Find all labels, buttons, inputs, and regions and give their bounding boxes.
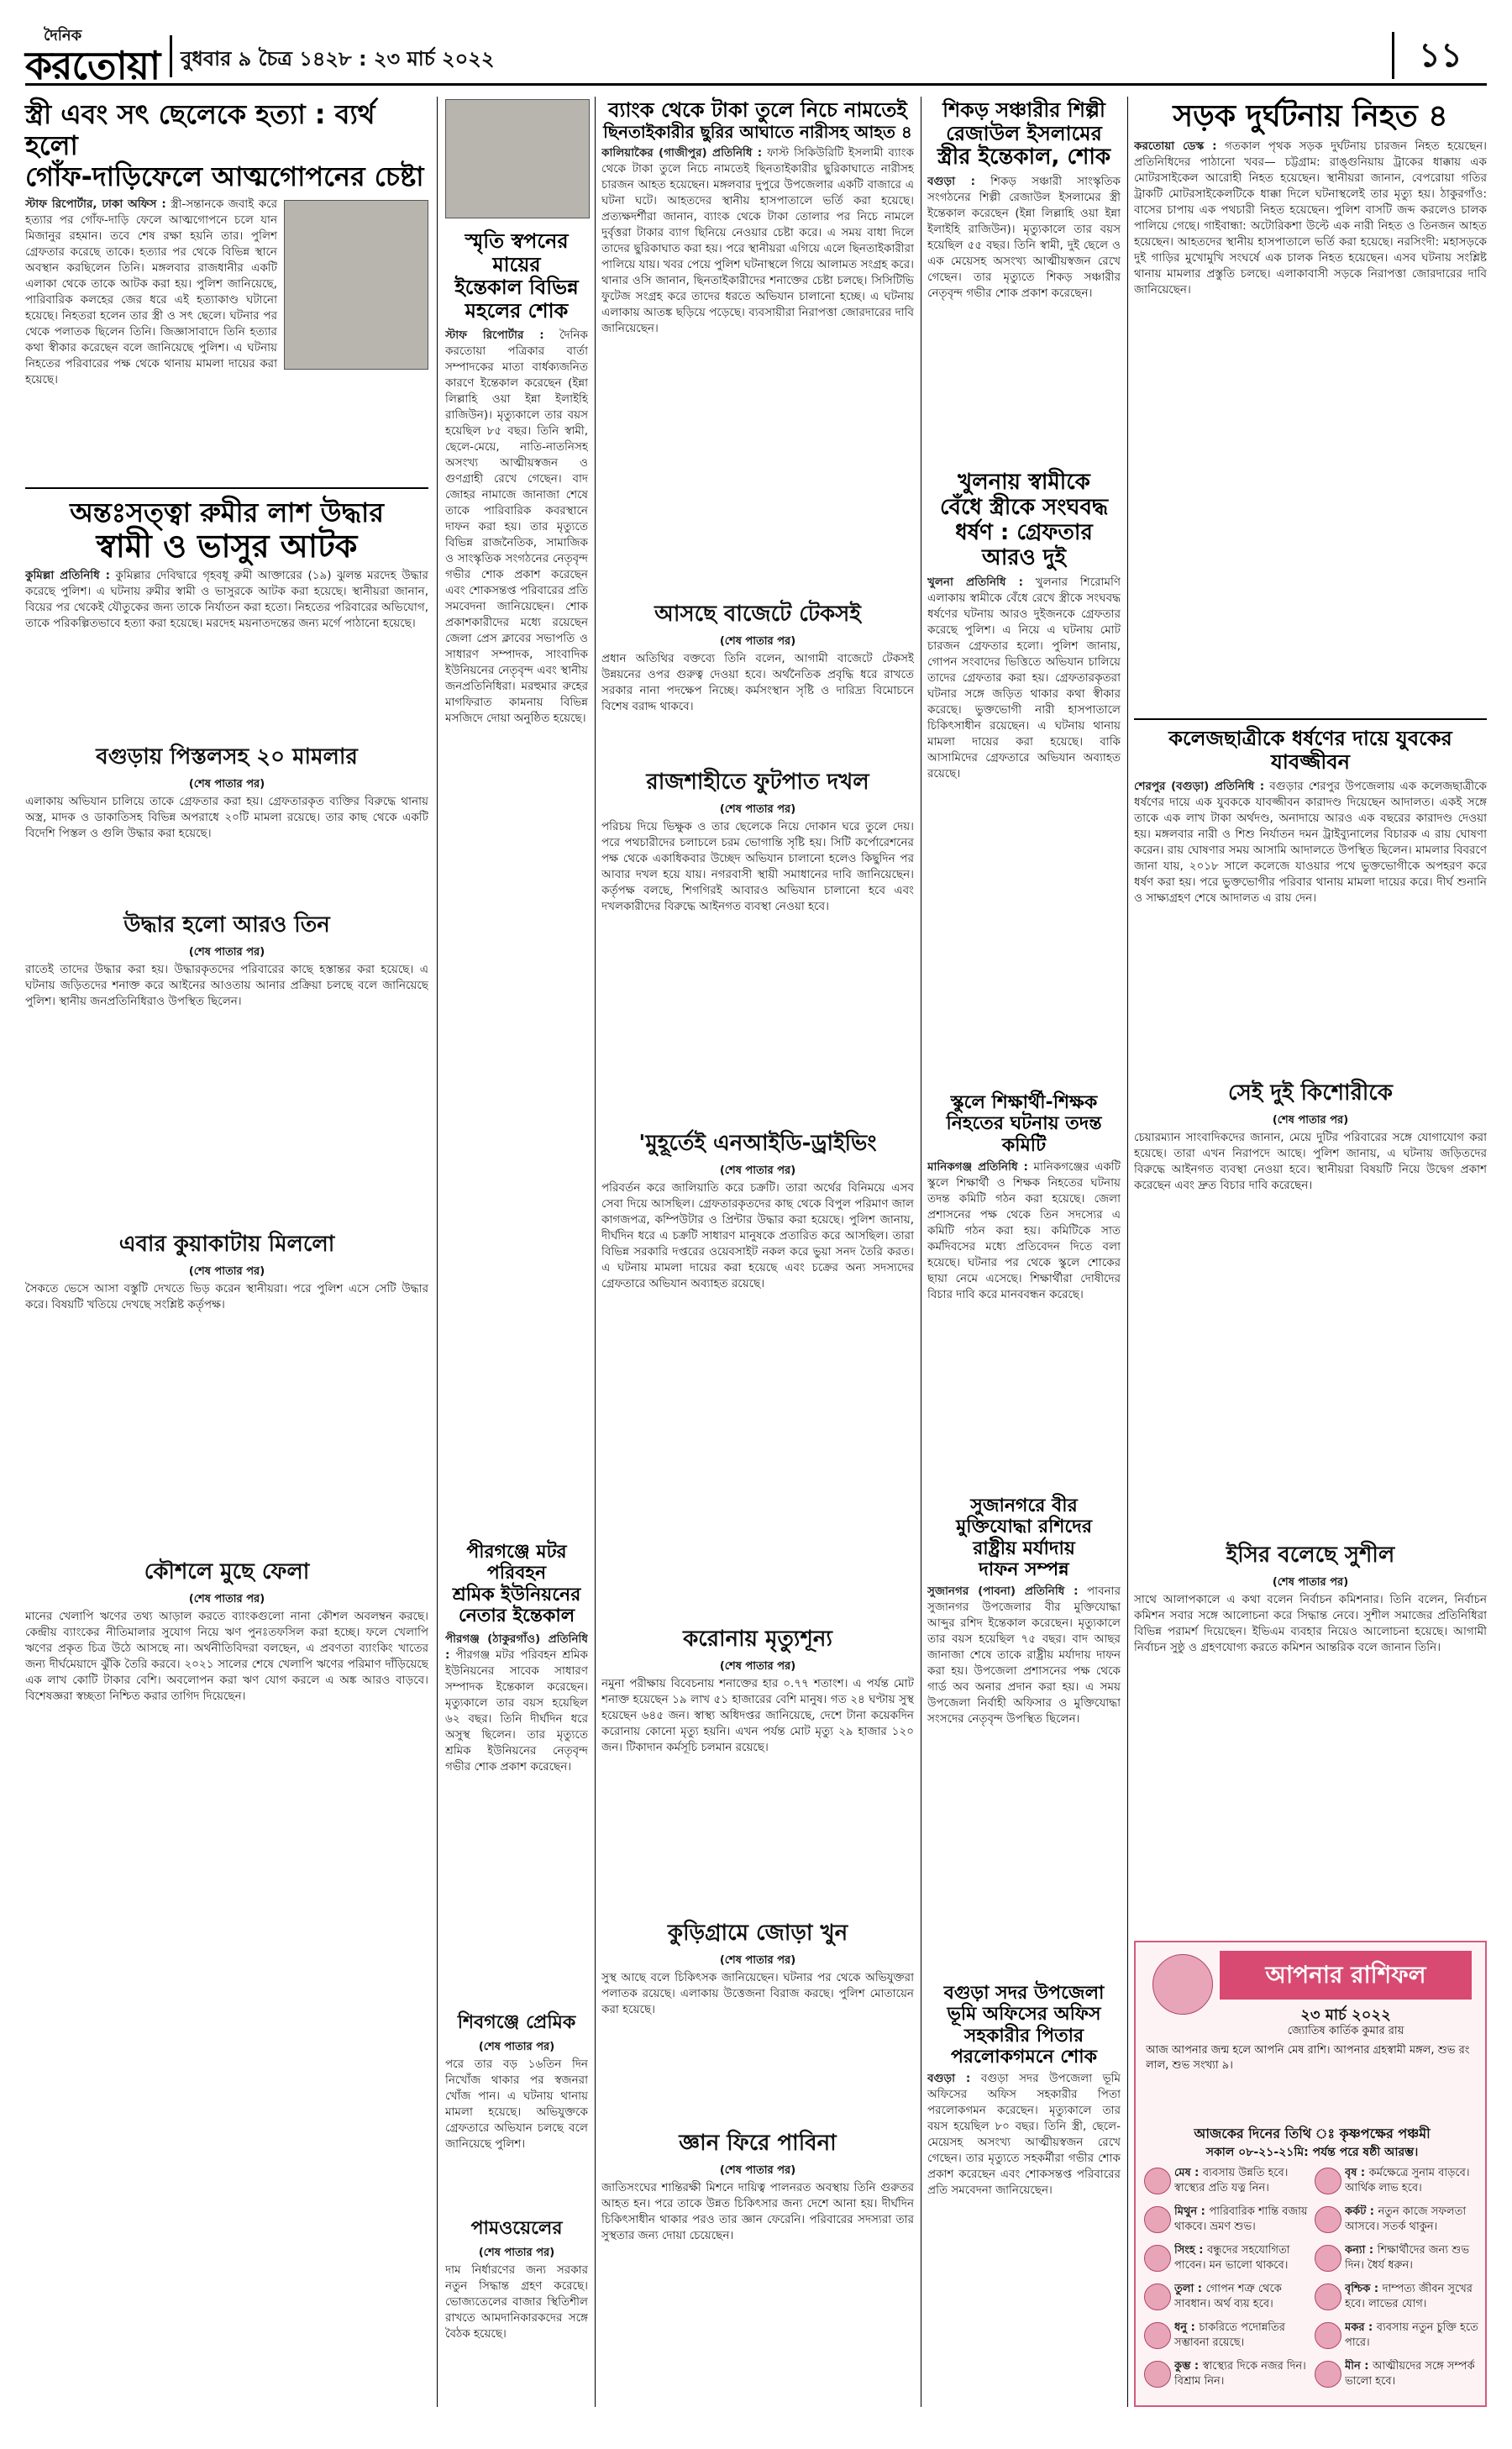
continued-label: (শেষ পাতার পর) (1272, 1114, 1349, 1127)
zodiac-sign-forecast: ব্যবসায় নতুন চুক্তি হতে পারে। (1345, 2321, 1478, 2349)
headline-3: নেতার ইন্তেকাল (458, 1605, 575, 1627)
article-body: মানের খেলাপি ঋণের তথ্য আড়াল করতে ব্যাংকগুলো নানা কৌশল অবলম্বন করছে। কেন্দ্রীয় ব্যাংকের নীতিমালার সুযোগ নিয়ে ঋণ পুনঃতফসিল করা হচ্ছে। ফলে খেলাপি ঋণের প্রকৃত চিত্র উঠে আসছে না। অর্থনীতিবিদরা বলছেন, এ প্রবণতা ব্যাংকিং খাতের জন্য দীর্ঘমেয়াদে ঝুঁকি তৈরি করবে। ২০২১ সালের শেষে খেলাপি ঋণের পরিমাণ দাঁড়িয়েছে এক লাখ কোটি টাকার বেশি। অবলোপন করা ঋণ যোগ করলে এ অঙ্ক আরও বাড়বে। বিশেষজ্ঞরা স্বচ্ছতা নিশ্চিত করার তাগিদ দিয়েছেন। (25, 1610, 428, 1703)
article-body (927, 575, 1121, 1045)
horoscope-box (1134, 1941, 1487, 2407)
zodiac-sign-forecast: দাম্পত্য জীবন সুখের হবে। লাভের যোগ। (1345, 2283, 1473, 2310)
zodiac-sign-forecast: শিক্ষার্থীদের জন্য শুভ দিন। ধৈর্য ধরুন। (1345, 2244, 1470, 2272)
horoscope-date: ২৩ মার্চ ২০২২ (1300, 2006, 1391, 2024)
zodiac-sign-name: কন্যা : (1345, 2244, 1378, 2257)
article-body: সৈকতে ভেসে আসা বস্তুটি দেখতে ভিড় করেন স্থানীয়রা। পরে পুলিশ এসে সেটি উদ্ধার করে। বিষয়টি খতিয়ে দেখছে সংশ্লিষ্ট কর্তৃপক্ষ। (25, 1282, 428, 1311)
headline-4: পরলোকগমনে শোক (950, 2046, 1098, 2068)
headline-3: রাষ্ট্রীয় মর্যাদায় (973, 1537, 1075, 1559)
zodiac-sign-icon (1315, 2168, 1341, 2194)
zodiac-sign-name: কর্কট : (1345, 2205, 1378, 2218)
article-pirganj (445, 1542, 588, 1968)
page-number: ১১ (1392, 32, 1487, 79)
column-divider (437, 97, 438, 2407)
headline-2: গোঁফ-দাড়িফেলে আত্মগোপনের চেষ্টা (25, 160, 424, 192)
article-text: শিকড় সঞ্চারী সাংস্কৃতিক সংগঠনের শিল্পী রেজাউল ইসলামের স্ত্রী ইন্তেকাল করেছেন (ইন্না লিল্লাহি ওয়া ইন্না ইলাইহি রাজিউন)। মৃত্যুকালে তার বয়স হয়েছিল ৫৫ বছর। তিনি স্বামী, দুই ছেলে ও এক মেয়েসহ অসংখ্য আত্মীয়স্বজন রেখে গেছেন। তার মৃত্যুতে শিকড় সঞ্চারীর নেতৃবৃন্দ গভীর শোক প্রকাশ করেছেন। (927, 175, 1121, 301)
article-text: দৈনিক করতোয়া পত্রিকার বার্তা সম্পাদকের মাতা বার্ধক্যজনিত কারণে ইন্তেকাল করেছেন (ইন্না লিল্লাহি ওয়া ইন্না ইলাইহি রাজিউন)। মৃত্যুকালে তার বয়স হয়েছিল ৮৫ বছর। তিনি স্বামী, ছেলে-মেয়ে, নাতি-নাতনিসহ অসংখ্য আত্মীয়স্বজন ও গুণগ্রাহী রেখে গেছেন। বাদ জোহর নামাজে জানাজা শেষে তাকে পারিবারিক কবরস্থানে দাফন করা হয়। তার মৃত্যুতে বিভিন্ন রাজনৈতিক, সামাজিক ও সাংস্কৃতিক সংগঠনের নেতৃবৃন্দ গভীর শোক প্রকাশ করেছেন এবং শোকসন্তপ্ত পরিবারের প্রতি সমবেদনা জানিয়েছেন। শোক প্রকাশকারীদের মধ্যে রয়েছেন জেলা প্রেস ক্লাবের সভাপতি ও সাধারণ সম্পাদক, সাংবাদিক ইউনিয়নের নেতৃবৃন্দ এবং স্থানীয় জনপ্রতিনিধিরা। মরহুমার রুহের মাগফিরাত কামনায় বিভিন্ন মসজিদে দোয়া অনুষ্ঠিত হয়েছে। (445, 328, 588, 726)
continued-label: (শেষ পাতার পর) (719, 1660, 796, 1673)
headline: কলেজছাত্রীকে ধর্ষণের দায়ে যুবকের যাবজ্জীবন (1168, 727, 1452, 774)
article-kuakata (25, 1227, 428, 1533)
byline: শেরপুর (বগুড়া) প্রতিনিধি : (1134, 780, 1265, 794)
zodiac-sign-forecast: পারিবারিক শান্তি বজায় থাকবে। ভ্রমণ শুভ। (1174, 2205, 1308, 2233)
headline: স্ত্রী এবং সৎ ছেলেকে হত্যা : ব্যর্থ হলো (25, 98, 375, 161)
zodiac-sign-text (1345, 2282, 1479, 2317)
headline: খুলনায় স্বামীকে (958, 470, 1090, 495)
article-body: নমুনা পরীক্ষায় বিবেচনায় শনাক্তের হার ০.৭৭ শতাংশ। এ পর্যন্ত মোট শনাক্ত হয়েছেন ১৯ লাখ ৫১ হাজারের বেশি মানুষ। গত ২৪ ঘণ্টায় সুস্থ হয়েছেন ৬৪৫ জন। স্বাস্থ্য অধিদপ্তর জানিয়েছে, দেশে টানা কয়েকদিন করোনায় কোনো মৃত্যু হয়নি। এখন পর্যন্ত মোট মৃত্যু ২৯ হাজার ১২০ জন। টিকাদান কর্মসূচি চলমান রয়েছে। (601, 1677, 914, 1754)
article-body (927, 1584, 1121, 1953)
column-rule (1134, 718, 1487, 720)
headline: সুজানগরে বীর (970, 1495, 1078, 1516)
article-pistol (25, 739, 428, 903)
masthead-divider (170, 35, 172, 77)
article-body (445, 1632, 588, 1968)
zodiac-sign-text (1345, 2359, 1479, 2394)
article-rumi (25, 497, 428, 719)
zodiac-wheel-icon (1152, 1954, 1213, 2015)
article-khulna (927, 470, 1121, 1045)
zodiac-sign-name: মেষ : (1174, 2167, 1203, 2179)
article-ec (1134, 1537, 1487, 1962)
zodiac-sign-icon (1144, 2168, 1171, 2194)
article-budget (601, 596, 914, 777)
byline: স্টাফ রিপোর্টার, ঢাকা অফিস : (25, 197, 166, 212)
headline-2: ভূমি অফিসের অফিস (947, 2004, 1101, 2026)
headline-2: ইন্তেকাল বিভিন্ন (454, 276, 579, 300)
headline: 'মুহূর্তেই এনআইডি-ড্রাইভিং (638, 1131, 877, 1156)
headline-2: ছিনতাইকারীর ছুরির আঘাতে নারীসহ আহত ৪ (603, 121, 912, 142)
zodiac-sign-forecast: ব্যবসায় উন্নতি হবে। স্বাস্থ্যের প্রতি যত্ন নিন। (1174, 2167, 1289, 2194)
article-text: ফাস্ট সিকিউরিটি ইসলামী ব্যাংক থেকে টাকা তুলে নিচে নামতেই ছিনতাইকারীর ছুরিকাঘাতে নারীসহ চারজন আহত হয়েছেন। মঙ্গলবার দুপুরে উপজেলার একটি বাজারে এ ঘটনা ঘটে। আহতদের স্থানীয় হাসপাতালে ভর্তি করা হয়েছে। প্রত্যক্ষদর্শীরা জানান, ব্যাংক থেকে টাকা তোলার পর নিচে নামলে দুর্বৃত্তরা টাকার ব্যাগ ছিনিয়ে নেওয়ার চেষ্টা করে। এ সময় বাধা দিলে তাদের ছুরিকাঘাত করা হয়। পরে স্থানীয়রা এগিয়ে এলে ছিনতাইকারীরা পালিয়ে যায়। খবর পেয়ে পুলিশ ঘটনাস্থলে গিয়ে আলামত সংগ্রহ করে। থানার ওসি জানান, ছিনতাইকারীদের শনাক্তের চেষ্টা চলছে। সিসিটিভি ফুটেজ সংগ্রহ করে তাদের ধরতে অভিযান চালানো হচ্ছে। এ ঘটনায় এলাকায় আতঙ্ক ছড়িয়ে পড়েছে। ব্যবসায়ীরা নিরাপত্তা জোরদারের দাবি জানিয়েছেন। (601, 145, 914, 335)
continued-label: (শেষ পাতার পর) (478, 2041, 555, 2053)
article-body (1134, 139, 1487, 685)
headline: সেই দুই কিশোরীকে (1228, 1080, 1393, 1106)
article-unconscious (601, 2126, 914, 2424)
article-body: সুস্থ আছে বলে চিকিৎসক জানিয়েছেন। ঘটনার পর থেকে অভিযুক্তরা পলাতক রয়েছে। এলাকায় উত্তেজনা বিরাজ করছে। পুলিশ মোতায়েন করা হয়েছে। (601, 1971, 914, 2016)
zodiac-sign-icon (1315, 2283, 1341, 2310)
headline: শিকড় সঞ্চারীর শিল্পী (942, 98, 1105, 122)
article-body (445, 328, 588, 1521)
byline: বগুড়া : (927, 175, 975, 189)
zodiac-sign-icon (1144, 2322, 1171, 2349)
continued-label: (শেষ পাতার পর) (188, 778, 265, 791)
byline: স্টাফ রিপোর্টার : (445, 328, 544, 343)
zodiac-sign-name: ধনু : (1174, 2321, 1200, 2334)
article-rescue (25, 907, 428, 1197)
zodiac-sign-forecast: কর্মক্ষেত্রে সুনাম বাড়বে। আর্থিক লাভ হবে। (1345, 2167, 1470, 2194)
article-two-girls (1134, 1075, 1487, 1533)
byline: করতোয়া ডেস্ক : (1134, 139, 1217, 154)
headline: উদ্ধার হলো আরও তিন (123, 912, 330, 938)
byline: মানিকগঞ্জ প্রতিনিধি : (927, 1159, 1028, 1174)
article-body (927, 174, 1121, 443)
headline: বগুড়া সদর উপজেলা (943, 1983, 1105, 2004)
horoscope-title: আপনার রাশিফল (1220, 1951, 1472, 2000)
headline-4: আরও দুই (981, 544, 1066, 570)
continued-label: (শেষ পাতার পর) (188, 1593, 265, 1606)
article-obituary (445, 99, 588, 1521)
byline: সুজানগর (পাবনা) প্রতিনিধি : (927, 1584, 1079, 1599)
zodiac-sign-icon (1315, 2322, 1341, 2349)
article-text: পীরগঞ্জ মটর পরিবহন শ্রমিক ইউনিয়নের সাবেক সাধারণ সম্পাদক ইন্তেকাল করেছেন। মৃত্যুকালে তার বয়স হয়েছিল ৬২ বছর। তিনি দীর্ঘদিন ধরে অসুস্থ ছিলেন। তার মৃত্যুতে শ্রমিক ইউনিয়নের নেতৃবৃন্দ গভীর শোক প্রকাশ করেছেন। (445, 1648, 588, 1774)
zodiac-sign-text (1174, 2282, 1309, 2317)
headline-4: দাফন সম্পন্ন (979, 1558, 1069, 1580)
byline: বগুড়া : (927, 2072, 971, 2086)
article-body: এলাকায় অভিযান চালিয়ে তাকে গ্রেফতার করা হয়। গ্রেফতারকৃত ব্যক্তির বিরুদ্ধে থানায় অস্ত্র, মাদক ও ডাকাতিসহ বিভিন্ন অপরাধে ২০টি মামলা রয়েছে। তার কাছ থেকে একটি বিদেশি পিস্তল ও গুলি উদ্ধার করা হয়েছে। (25, 795, 428, 840)
zodiac-sign-name: কুম্ভ : (1174, 2360, 1203, 2373)
headline: আসছে বাজেটে টেকসই (654, 602, 861, 627)
zodiac-sign-name: সিংহ : (1174, 2244, 1207, 2257)
continued-label: (শেষ পাতার পর) (719, 1954, 796, 1967)
zodiac-sign-text (1345, 2320, 1479, 2356)
article-shibganj (445, 2008, 588, 2208)
continued-label: (শেষ পাতার পর) (478, 2247, 555, 2259)
zodiac-sign-name: বৃষ : (1345, 2167, 1369, 2179)
article-college (1134, 728, 1487, 1081)
continued-label: (শেষ পাতার পর) (188, 1265, 265, 1278)
article-body (601, 145, 914, 591)
zodiac-sign-forecast: নতুন কাজে সফলতা আসবে। সতর্ক থাকুন। (1345, 2205, 1467, 2233)
zodiac-sign-name: মিথুন : (1174, 2205, 1210, 2218)
article-photo (284, 200, 428, 370)
article-body: সাথে আলাপকালে এ কথা বলেন নির্বাচন কমিশনার। তিনি বলেন, নির্বাচন কমিশন সবার সঙ্গে আলোচনা করে সিদ্ধান্ত নেবে। সুশীল সমাজের প্রতিনিধিরা বিভিন্ন পরামর্শ দিয়েছেন। ইভিএম ব্যবহার নিয়েও আলোচনা হয়েছে। আগামী নির্বাচন সুষ্ঠু ও গ্রহণযোগ্য করতে কমিশন আন্তরিক বলে জানান তিনি। (1134, 1593, 1487, 1654)
byline: খুলনা প্রতিনিধি : (927, 575, 1024, 589)
masthead (25, 24, 1487, 86)
zodiac-sign-name: বৃশ্চিক : (1345, 2283, 1383, 2295)
headline-2: মুক্তিযোদ্ধা রশিদের (956, 1516, 1092, 1538)
obituary-photo (445, 99, 590, 218)
headline: স্কুলে শিক্ষার্থী-শিক্ষক (950, 1092, 1098, 1113)
article-sujanagar (927, 1495, 1121, 1953)
article-text: মানিকগঞ্জের একটি স্কুলে শিক্ষার্থী ও শিক্ষক নিহতের ঘটনায় তদন্ত কমিটি গঠন করা হয়েছে। জেলা প্রশাসনের পক্ষ থেকে তিন সদস্যের এ কমিটি গঠন করা হয়। কমিটিকে সাত কর্মদিবসের মধ্যে প্রতিবেদন দিতে বলা হয়েছে। ঘটনার পর থেকে স্কুলে শোকের ছায়া নেমে এসেছে। শিক্ষার্থীরা দোষীদের বিচার দাবি করে মানববন্ধন করেছে। (927, 1159, 1121, 1301)
byline: কালিয়াকৈর (গাজীপুর) প্রতিনিধি : (601, 145, 763, 160)
article-body: চেয়ারম্যান সাংবাদিকদের জানান, মেয়ে দুটির পরিবারের সঙ্গে যোগাযোগ করা হয়েছে। তারা এখন নিরাপদে আছে। পুলিশ জানায়, এ ঘটনায় জড়িতদের বিরুদ্ধে আইনগত ব্যবস্থা নেওয়া হবে। স্থানীয়রা বিষয়টি নিয়ে উদ্বেগ প্রকাশ করেছেন এবং দ্রুত বিচার দাবি করেছেন। (1134, 1131, 1487, 1192)
zodiac-sign-icon (1315, 2245, 1341, 2272)
article-body (25, 568, 428, 719)
column-divider (1127, 97, 1128, 2407)
article-murder (25, 99, 428, 449)
headline-3: স্ত্রীর ইন্তেকাল, শোক (937, 145, 1111, 171)
headline: ব্যাংক থেকে টাকা তুলে নিচে নামতেই (608, 98, 907, 122)
article-body (1134, 779, 1487, 1081)
headline: রাজশাহীতে ফুটপাত দখল (646, 770, 869, 795)
logo-name: করতোয়া (25, 43, 160, 88)
zodiac-sign-text (1174, 2320, 1309, 2356)
headline: শিবগঞ্জে প্রেমিক (457, 2012, 576, 2033)
issue-date: বুধবার ৯ চৈত্র ১৪২৮ : ২৩ মার্চ ২০২২ (181, 47, 495, 71)
article-body (927, 1159, 1121, 1462)
zodiac-sign-name: মীন : (1345, 2360, 1373, 2373)
tithi-heading: আজকের দিনের তিথি ঃ কৃষ্ণপক্ষের পঞ্চমী (1194, 2126, 1431, 2142)
article-text: স্ত্রী-সন্তানকে জবাই করে হত্যার পর গোঁফ-দাড়ি ফেলে আত্মগোপনে চলে যান মিজানুর রহমান। তবে শেষ রক্ষা হয়নি তার। পুলিশ গ্রেফতার করেছে তাকে। হত্যার পর থেকে বিভিন্ন স্থানে অবস্থান করছিলেন তিনি। মঙ্গলবার রাজধানীর একটি এলাকা থেকে তাকে আটক করা হয়। পুলিশ জানিয়েছে, পারিবারিক কলহের জের ধরে এই হত্যাকাণ্ড ঘটানো হয়েছে। নিহতরা হলেন তার স্ত্রী ও সৎ ছেলে। ঘটনার পর থেকে পলাতক ছিলেন তিনি। জিজ্ঞাসাবাদে তিনি হত্যার কথা স্বীকার করেছেন বলে জানিয়েছে পুলিশ। এ ঘটনায় নিহতের পরিবারের পক্ষ থেকে থানায় মামলা দায়ের করা হয়েছে। (25, 197, 277, 387)
article-rajshahi (601, 765, 914, 1122)
zodiac-sign-icon (1144, 2245, 1171, 2272)
headline: অন্তঃসত্ত্বা রুমীর লাশ উদ্ধার (70, 497, 384, 528)
headline-2: নিহতের ঘটনায় তদন্ত (946, 1113, 1102, 1135)
article-body: প্রধান অতিথির বক্তব্যে তিনি বলেন, আগামী বাজেটে টেকসই উন্নয়নের ওপর গুরুত্ব দেওয়া হবে। অর্থনৈতিক প্রবৃদ্ধি ধরে রাখতে সরকার নানা পদক্ষেপ নিচ্ছে। কর্মসংস্থান সৃষ্টি ও দারিদ্র্য বিমোচনে বিশেষ বরাদ্দ থাকবে। (601, 652, 914, 713)
article-accident (1134, 99, 1487, 685)
article-corona (601, 1621, 914, 1911)
headline: স্মৃতি স্বপনের মায়ের (465, 229, 569, 276)
headline-3: ধর্ষণ : গ্রেফতার (955, 519, 1093, 545)
headline: পামওয়েলের (470, 2218, 563, 2239)
tithi-time: সকাল ০৮-২১-২১মি: পর্যন্ত পরে ষষ্ঠী আরম্ভ। (1205, 2146, 1419, 2159)
article-text: পাবনার সুজানগর উপজেলার বীর মুক্তিযোদ্ধা আব্দুর রশিদ ইন্তেকাল করেছেন। মৃত্যুকালে তার বয়স হয়েছিল ৭৫ বছর। বাদ আছর জানাজা শেষে তাকে রাষ্ট্রীয় মর্যাদায় দাফন করা হয়। উপজেলা প্রশাসনের পক্ষ থেকে গার্ড অব অনার প্রদান করা হয়। এ সময় উপজেলা নির্বাহী অফিসার ও মুক্তিযোদ্ধা সংসদের নেতৃবৃন্দ উপস্থিত ছিলেন। (927, 1584, 1121, 1726)
zodiac-sign-text (1174, 2243, 1309, 2278)
headline-3: কমিটি (1001, 1134, 1047, 1156)
zodiac-sign-text (1174, 2205, 1309, 2240)
headline-2: স্বামী ও ভাসুর আটক (96, 527, 358, 565)
headline-2: রেজাউল ইসলামের (946, 121, 1102, 145)
zodiac-sign-text (1345, 2243, 1479, 2278)
zodiac-sign-forecast: আত্মীয়দের সঙ্গে সম্পর্ক ভালো হবে। (1345, 2360, 1475, 2388)
horoscope-intro: আজ আপনার জন্ম হলে আপনি মেষ রাশি। আপনার গ্রহস্বামী মঙ্গল, শুভ রং লাল, শুভ সংখ্যা ৯। (1146, 2044, 1470, 2072)
headline-2: শ্রমিক ইউনিয়নের (452, 1584, 581, 1606)
article-body: পরিবর্তন করে জালিয়াতি করে চক্রটি। তারা অর্থের বিনিময়ে এসব সেবা দিয়ে আসছিল। গ্রেফতারকৃতদের কাছ থেকে বিপুল পরিমাণ জাল কাগজপত্র, কম্পিউটার ও প্রিন্টার উদ্ধার করা হয়েছে। পুলিশ জানায়, দীর্ঘদিন ধরে এ চক্রটি সাধারণ মানুষকে প্রতারিত করে আসছিল। তারা বিভিন্ন সরকারি দপ্তরের ওয়েবসাইট নকল করে ভুয়া সনদ তৈরি করত। এ ঘটনায় মামলা দায়ের করা হয়েছে এবং চক্রের অন্য সদস্যদের গ্রেফতারে অভিযান অব্যাহত রয়েছে। (601, 1181, 914, 1290)
article-body: রাতেই তাদের উদ্ধার করা হয়। উদ্ধারকৃতদের পরিবারের কাছে হস্তান্তর করা হয়েছে। এ ঘটনায় জড়িতদের শনাক্ত করে আইনের আওতায় আনার প্রক্রিয়া চলছে বলে জানিয়েছে পুলিশ। স্থানীয় জনপ্রতিনিধিরাও উপস্থিত ছিলেন। (25, 963, 428, 1008)
zodiac-sign-icon (1315, 2206, 1341, 2233)
zodiac-sign-name: তুলা : (1174, 2283, 1206, 2295)
zodiac-sign-forecast: চাকরিতে পদোন্নতির সম্ভাবনা রয়েছে। (1174, 2321, 1285, 2349)
article-text: গতকাল পৃথক সড়ক দুর্ঘটনায় চারজন নিহত হয়েছেন। প্রতিনিধিদের পাঠানো খবর— চট্টগ্রাম: রাঙ্গুনিয়ায় ট্রাকের ধাক্কায় এক মোটরসাইকেল আরোহী নিহত হয়েছেন। স্থানীয়রা জানান, বেপরোয়া গতির ট্রাকটি মোটরসাইকেলটিকে ধাক্কা দিলে ঘটনাস্থলেই তার মৃত্যু হয়। ঠাকুরগাঁও: বাসের চাপায় এক পথচারী নিহত হয়েছেন। পুলিশ বাসটি জব্দ করলেও চালক পালিয়ে গেছে। গাইবান্ধা: অটোরিকশা উল্টে এক নারী নিহত ও তিনজন আহত হয়েছেন। আহতদের স্থানীয় হাসপাতালে ভর্তি করা হয়েছে। নরসিংদী: মহাসড়কে দুই গাড়ির মুখোমুখি সংঘর্ষে এক চালক নিহত হয়েছেন। এসব ঘটনায় সংশ্লিষ্ট থানায় মামলার প্রস্তুতি চলছে। এলাকাবাসী সড়কে নিরাপত্তা জোরদারের দাবি জানিয়েছেন। (1134, 139, 1487, 297)
article-body (927, 2071, 1121, 2373)
zodiac-sign-forecast: স্বাস্থ্যের দিকে নজর দিন। বিশ্রাম নিন। (1174, 2360, 1306, 2388)
zodiac-sign-icon (1144, 2206, 1171, 2233)
article-text: বগুড়া সদর উপজেলা ভূমি অফিসের অফিস সহকারীর পিতা পরলোকগমন করেছেন। মৃত্যুকালে তার বয়স হয়েছিল ৮০ বছর। তিনি স্ত্রী, ছেলে-মেয়েসহ অসংখ্য আত্মীয়স্বজন রেখে গেছেন। তার মৃত্যুতে সহকর্মীরা গভীর শোক প্রকাশ করেছেন এবং শোকসন্তপ্ত পরিবারের প্রতি সমবেদনা জানিয়েছেন। (927, 2072, 1121, 2198)
column-rule (25, 487, 428, 489)
continued-label: (শেষ পাতার পর) (719, 803, 796, 816)
article-bogra-land (927, 1983, 1121, 2373)
astrologer-name: জ্যোতিষ কার্তিক কুমার রায় (1287, 2025, 1404, 2037)
article-body: জাতিসংঘের শান্তিরক্ষী মিশনে দায়িত্ব পালনরত অবস্থায় তিনি গুরুতর আহত হন। পরে তাকে উন্নত চিকিৎসার জন্য দেশে আনা হয়। দীর্ঘদিন চিকিৎসাধীন থাকার পরও তার জ্ঞান ফেরেনি। পরিবারের সদস্যরা তার সুস্থতার জন্য দোয়া চেয়েছেন। (601, 2181, 914, 2242)
logo-small: দৈনিক (44, 27, 82, 45)
headline-3: মহলের শোক (465, 298, 569, 323)
article-shikor (927, 99, 1121, 443)
article-palmoil (445, 2214, 588, 2422)
continued-label: (শেষ পাতার পর) (1272, 1576, 1349, 1589)
article-loan (25, 1554, 428, 2449)
zodiac-sign-icon (1315, 2361, 1341, 2388)
article-text: কুমিল্লার দেবিদ্বারে গৃহবধূ রুমী আক্তারের (১৯) ঝুলন্ত মরদেহ উদ্ধার করেছে পুলিশ। এ ঘটনায় রুমীর স্বামী ও ভাসুরকে আটক করা হয়েছে। স্থানীয়রা জানান, বিয়ের পর থেকেই যৌতুকের জন্য তাকে নির্যাতন করা হতো। নিহতের পরিবারের অভিযোগ, তাকে পরিকল্পিতভাবে হত্যা করা হয়েছে। মরদেহ ময়নাতদন্তের জন্য মর্গে পাঠানো হয়েছে। (25, 569, 428, 631)
byline: পীরগঞ্জ (ঠাকুরগাঁও) প্রতিনিধি : (445, 1632, 588, 1663)
headline: পীরগঞ্জে মটর পরিবহন (466, 1542, 567, 1584)
headline: কৌশলে মুছে ফেলা (144, 1559, 310, 1584)
zodiac-sign-text (1174, 2166, 1309, 2201)
zodiac-sign-forecast: বন্ধুদের সহযোগিতা পাবেন। মন ভালো থাকবে। (1174, 2244, 1290, 2272)
column-divider (595, 97, 596, 2407)
continued-label: (শেষ পাতার পর) (188, 946, 265, 959)
continued-label: (শেষ পাতার পর) (719, 2164, 796, 2177)
continued-label: (শেষ পাতার পর) (719, 1164, 796, 1177)
article-body: দাম নির্ধারণের জন্য সরকার নতুন সিদ্ধান্ত গ্রহণ করেছে। ভোজ্যতেলের বাজার স্থিতিশীল রাখতে আমদানিকারকদের সঙ্গে বৈঠক হয়েছে। (445, 2263, 588, 2341)
zodiac-sign-icon (1144, 2283, 1171, 2310)
article-bank (601, 99, 914, 591)
article-text: খুলনার শিরোমণি এলাকায় স্বামীকে বেঁধে রেখে স্ত্রীকে সংঘবদ্ধ ধর্ষণের ঘটনায় আরও দুইজনকে গ্রেফতার করেছে পুলিশ। এ নিয়ে এ ঘটনায় মোট চারজন গ্রেফতার হলো। পুলিশ জানায়, গোপন সংবাদের ভিত্তিতে অভিযান চালিয়ে তাদের গ্রেফতার করা হয়। গ্রেফতারকৃতরা ঘটনার সঙ্গে জড়িত থাকার কথা স্বীকার করেছে। ভুক্তভোগী নারী হাসপাতালে চিকিৎসাধীন রয়েছেন। এ ঘটনায় থানায় মামলা দায়ের করা হয়েছে। বাকি আসামিদের গ্রেফতারে অভিযান অব্যাহত রয়েছে। (927, 575, 1121, 780)
article-body (25, 197, 428, 449)
headline: ইসির বলেছে সুশীল (1226, 1542, 1395, 1568)
headline: বগুড়ায় পিস্তলসহ ২০ মামলার (96, 744, 358, 770)
article-kurigram (601, 1916, 914, 2121)
headline-3: সহকারীর পিতার (963, 2025, 1084, 2047)
headline: জ্ঞান ফিরে পাবিনা (679, 2131, 837, 2156)
zodiac-sign-text (1174, 2359, 1309, 2394)
article-body: পরিচয় দিয়ে ভিক্ষুক ও তার ছেলেকে নিয়ে দোকান ঘরে তুলে দেয়। পরে পথচারীদের চলাচলে চরম ভোগান্তি সৃষ্টি হয়। সিটি কর্পোরেশনের পক্ষ থেকে একাধিকবার উচ্ছেদ অভিযান চালানো হলেও কিছুদিন পর আবার দখল হয়ে যায়। নগরবাসী স্থায়ী সমাধানের দাবি জানিয়েছেন। কর্তৃপক্ষ বলছে, শিগগিরই আবারও অভিযান চালানো হবে এবং দখলকারীদের বিরুদ্ধে আইনগত ব্যবস্থা নেওয়া হবে। (601, 820, 914, 913)
headline: করোনায় মৃত্যুশূন্য (683, 1627, 832, 1652)
zodiac-sign-icon (1144, 2361, 1171, 2388)
zodiac-sign-name: মকর : (1345, 2321, 1377, 2334)
continued-label: (শেষ পাতার পর) (719, 635, 796, 648)
zodiac-sign-forecast: গোপন শত্রু থেকে সাবধান। অর্থ ব্যয় হবে। (1174, 2283, 1282, 2310)
zodiac-sign-text (1345, 2205, 1479, 2240)
article-nid (601, 1126, 914, 1617)
byline: কুমিল্লা প্রতিনিধি : (25, 569, 111, 583)
headline: সড়ক দুর্ঘটনায় নিহত ৪ (1173, 99, 1448, 134)
article-text: বগুড়ার শেরপুর উপজেলায় এক কলেজছাত্রীকে ধর্ষণের দায়ে এক যুবককে যাবজ্জীবন কারাদণ্ড দিয়েছেন আদালত। একই সঙ্গে তাকে এক লাখ টাকা অর্থদণ্ড, অনাদায়ে আরও এক বছরের কারাদণ্ড দেওয়া হয়। মঙ্গলবার নারী ও শিশু নির্যাতন দমন ট্রাইব্যুনালের বিচারক এ রায় ঘোষণা করেন। রায় ঘোষণার সময় আসামি আদালতে উপস্থিত ছিলেন। মামলার বিবরণে জানা যায়, ২০১৮ সালে কলেজে যাওয়ার পথে ভুক্তভোগীকে অপহরণ করে ধর্ষণ করা হয়। পরে ভুক্তভোগীর পরিবার থানায় মামলা দায়ের করে। দীর্ঘ শুনানি ও সাক্ষ্যগ্রহণ শেষে আদালত এ রায় দেন। (1134, 780, 1487, 906)
headline: এবার কুয়াকাটায় মিললো (118, 1232, 335, 1257)
article-body: পরে তার বড় ১৬তিন দিন নিখোঁজ থাকার পর স্বজনরা খোঁজ পান। এ ঘটনায় থানায় মামলা হয়েছে। অভিযুক্তকে গ্রেফতারে অভিযান চলছে বলে জানিয়েছে পুলিশ। (445, 2057, 588, 2151)
headline-2: বেঁধে স্ত্রীকে সংঘবদ্ধ (939, 494, 1109, 520)
newspaper-logo (25, 24, 164, 88)
headline: কুড়িগ্রামে জোড়া খুন (667, 1921, 848, 1946)
article-school (927, 1092, 1121, 1462)
zodiac-sign-text (1345, 2166, 1479, 2201)
